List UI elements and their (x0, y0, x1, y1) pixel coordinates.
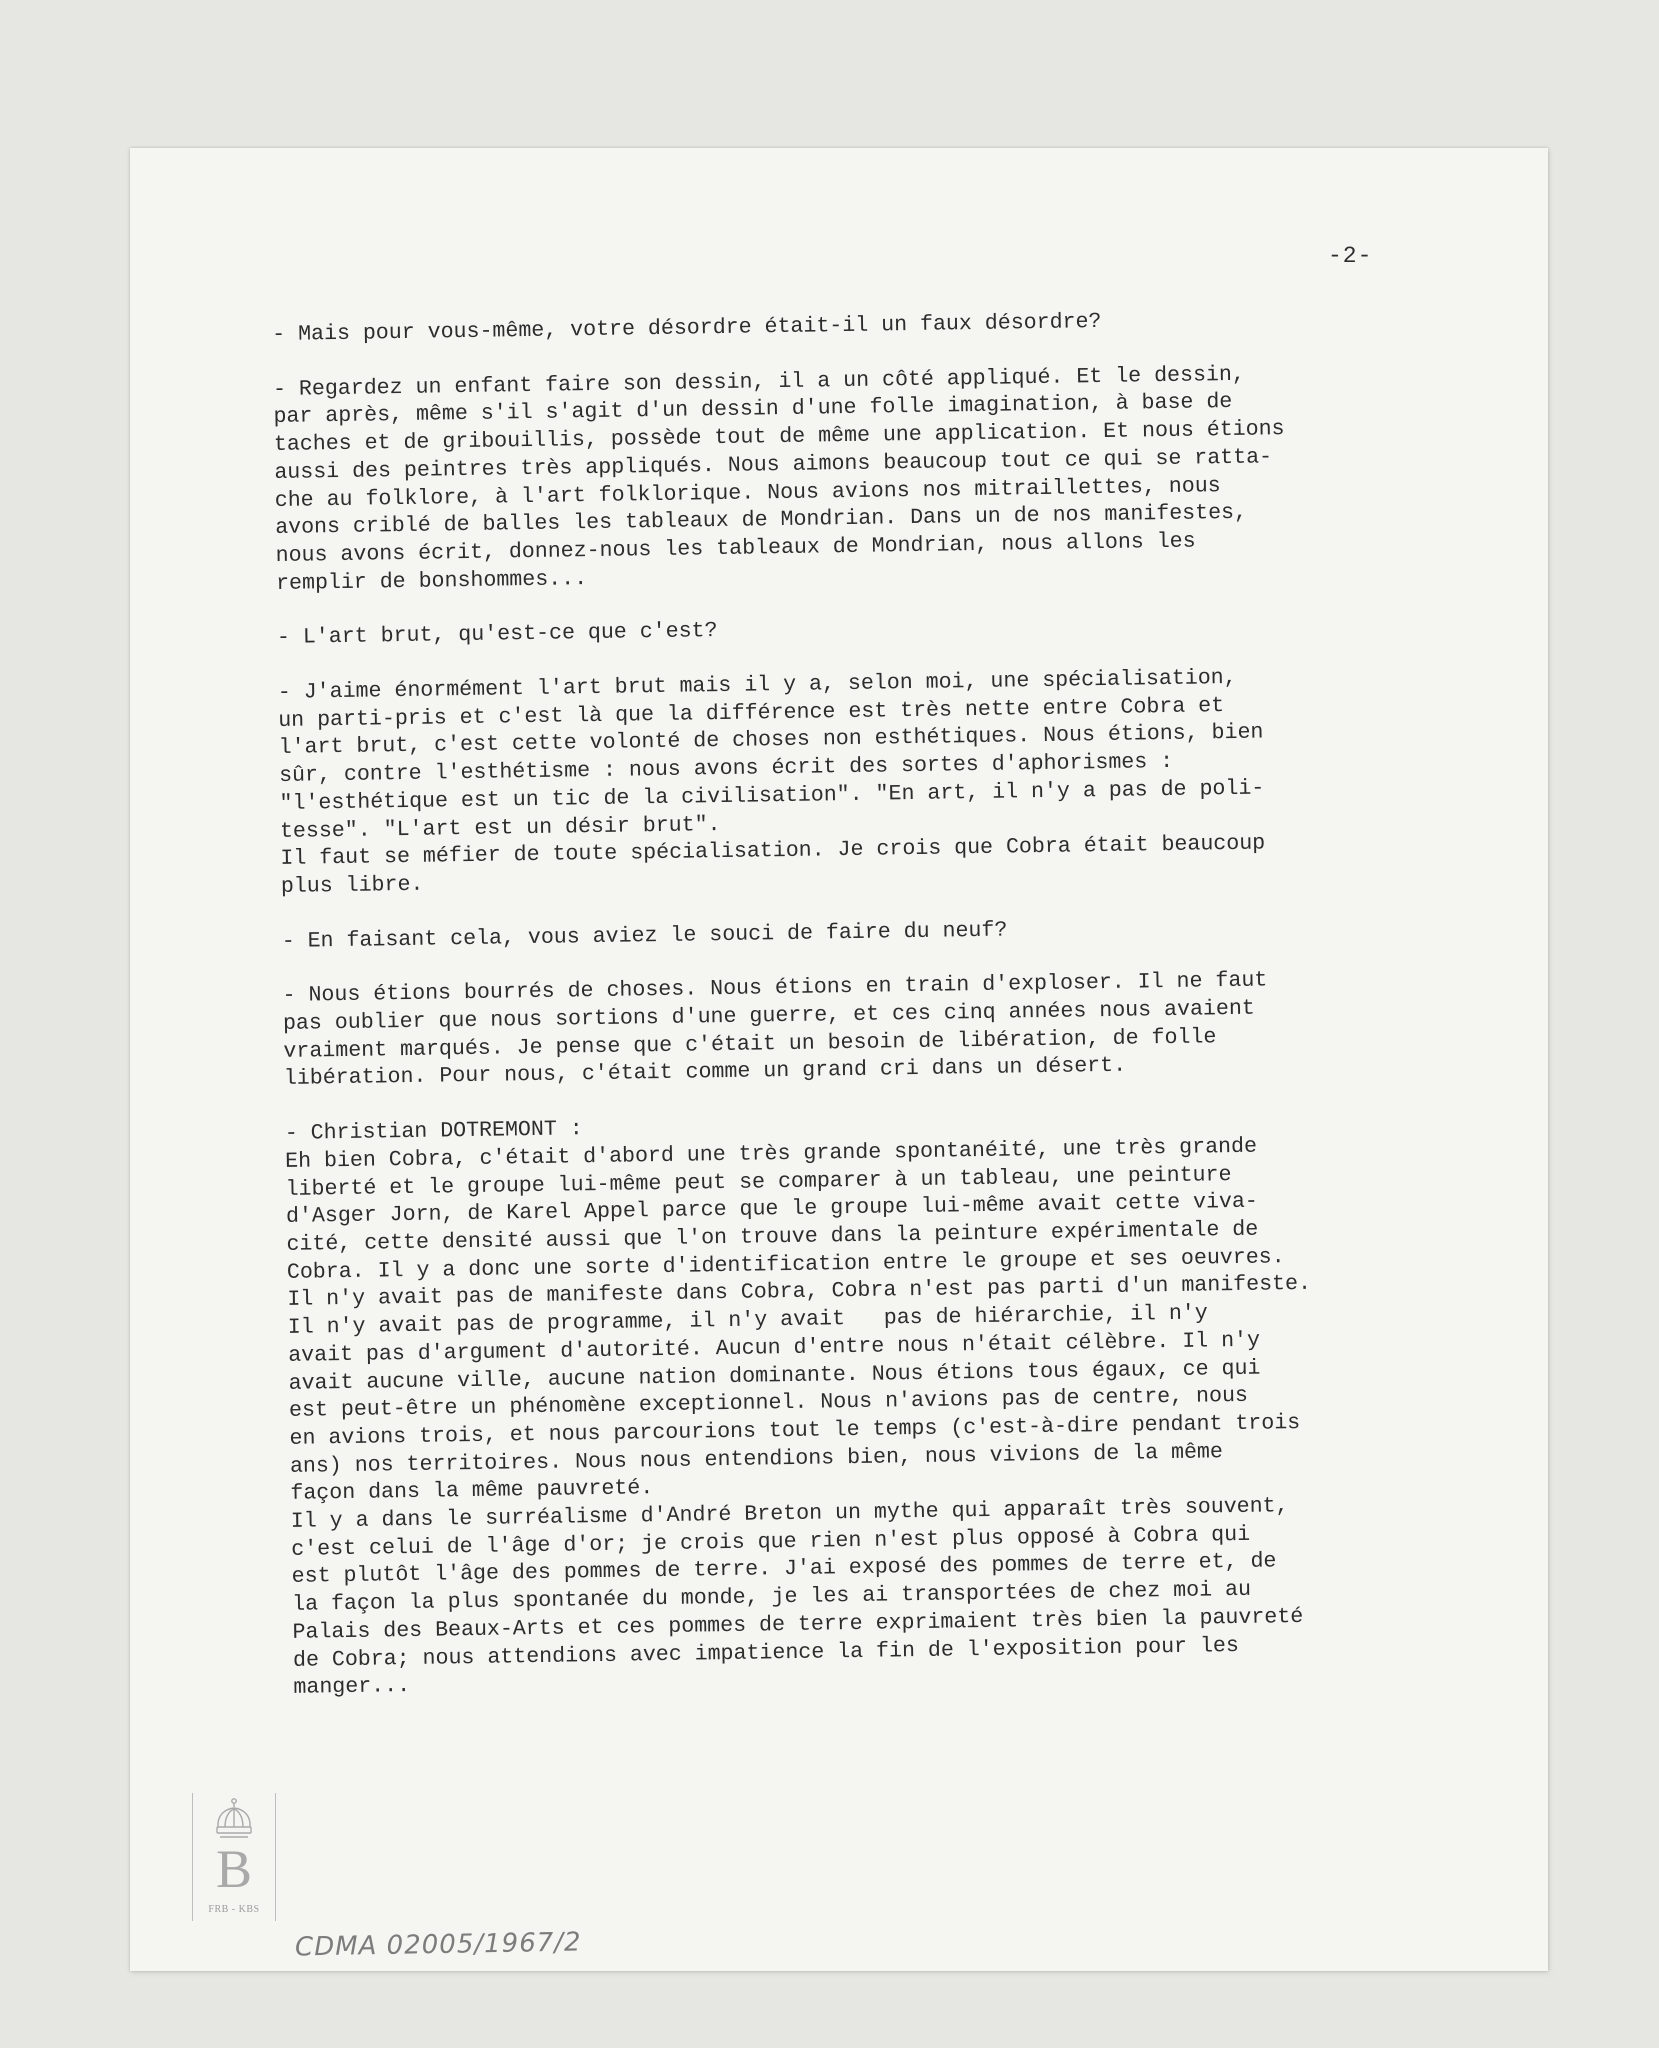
answer-paragraph: - Nous étions bourrés de choses. Nous étions en train d'exploser. Il ne faut pas oublier que nous sortions d'une guerre, et ces cinq années nous avaient vraiment marqués. Je pense que c'était un besoin de libération, de folle libération. Pour nous, c'était comme un grand cri dans un désert. (282, 968, 1268, 1092)
logo-caption: FRB - KBS (208, 1904, 260, 1915)
logo-letter: B (215, 1839, 253, 1899)
foundation-logo (192, 1793, 276, 1921)
dotremont-paragraph: - Christian DOTREMONT : Eh bien Cobra, c'était d'abord une très grande spontanéité, une très grande liberté et le groupe lui-même peut se comparer à un tableau, une peinture d'Asger Jorn, de Karel Appel parce que le groupe lui-même avait cette viva- cité, cette densité aussi que l'on trouve dans la peinture expérimentale de Cobra. Il y a donc une sorte d'identification entre le groupe et ses oeuvres. Il n'y avait pas de manifeste dans Cobra, Cobra n'est pas parti d'un manifeste. Il n'y avait pas de programme, il n'y avait pas de hiérarchie, il n'y avait pas d'argument d'autorité. Aucun d'entre nous n'était célèbre. Il n'y avait aucune ville, aucune nation dominante. Nous étions tous égaux, ce qui est peut-être un phénomène exceptionnel. Nous n'avions pas de centre, nous en avions trois, et nous parcourions tout le temps (c'est-à-dire pendant trois ans) nos territoires. Nous nous entendions bien, nous vivions de la même façon dans la même pauvreté. Il y a dans le surréalisme d'André Breton un mythe qui apparaît très souvent, c'est celui de l'âge d'or; je crois que rien n'est plus opposé à Cobra qui est plutôt l'âge des pommes de terre. J'ai exposé des pommes de terre et, de la façon la plus spontanée du monde, je les ai transportées de chez moi au Palais des Beaux-Arts et ces pommes de terre exprimaient très bien la pauvreté de Cobra; nous attendions avec impatience la fin de l'exposition pour les manger... (284, 1117, 1312, 1701)
answer-paragraph: - Regardez un enfant faire son dessin, il a un côté appliqué. Et le dessin, par après, même s'il s'agit d'un dessin d'une folle imagination, à base de taches et de gribouillis, possède tout de même une application. Et nous étions aussi des peintres très appliqués. Nous aimons beaucoup tout ce qui se ratta- che au folklore, à l'art folklorique. Nous avions nos mitraillettes, nous avons criblé de balles les tableaux de Mondrian. Dans un de nos manifestes, nous avons écrit, donnez-nous les tableaux de Mondrian, nous allons les remplir de bonshommes... (272, 362, 1285, 596)
question-paragraph: - En faisant cela, vous aviez le souci de faire du neuf? (281, 918, 1008, 954)
question-paragraph: - L'art brut, qu'est-ce que c'est? (276, 619, 718, 651)
typewritten-body (272, 303, 1524, 1703)
question-paragraph: - Mais pour vous-même, votre désordre était-il un faux désordre? (272, 309, 1102, 347)
page-number: -2- (1328, 243, 1373, 269)
crown-icon (214, 1797, 254, 1841)
archive-reference: CDMA 02005/1967/2 (294, 1927, 582, 1963)
answer-paragraph: - J'aime énormément l'art brut mais il y a, selon moi, une spécialisation, un parti-pris et c'est là que la différence est très nette entre Cobra et l'art brut, c'est cette volonté de choses non esthétiques. Nous étions, bien sûr, contre l'esthétisme : nous avons écrit des sortes d'aphorismes : "l'esthétique est un tic de la civilisation". "En art, il n'y a pas de poli- tesse". "L'art est un désir brut". Il faut se méfier de toute spécialisation. Je crois que Cobra était beaucoup plus libre. (277, 665, 1266, 899)
